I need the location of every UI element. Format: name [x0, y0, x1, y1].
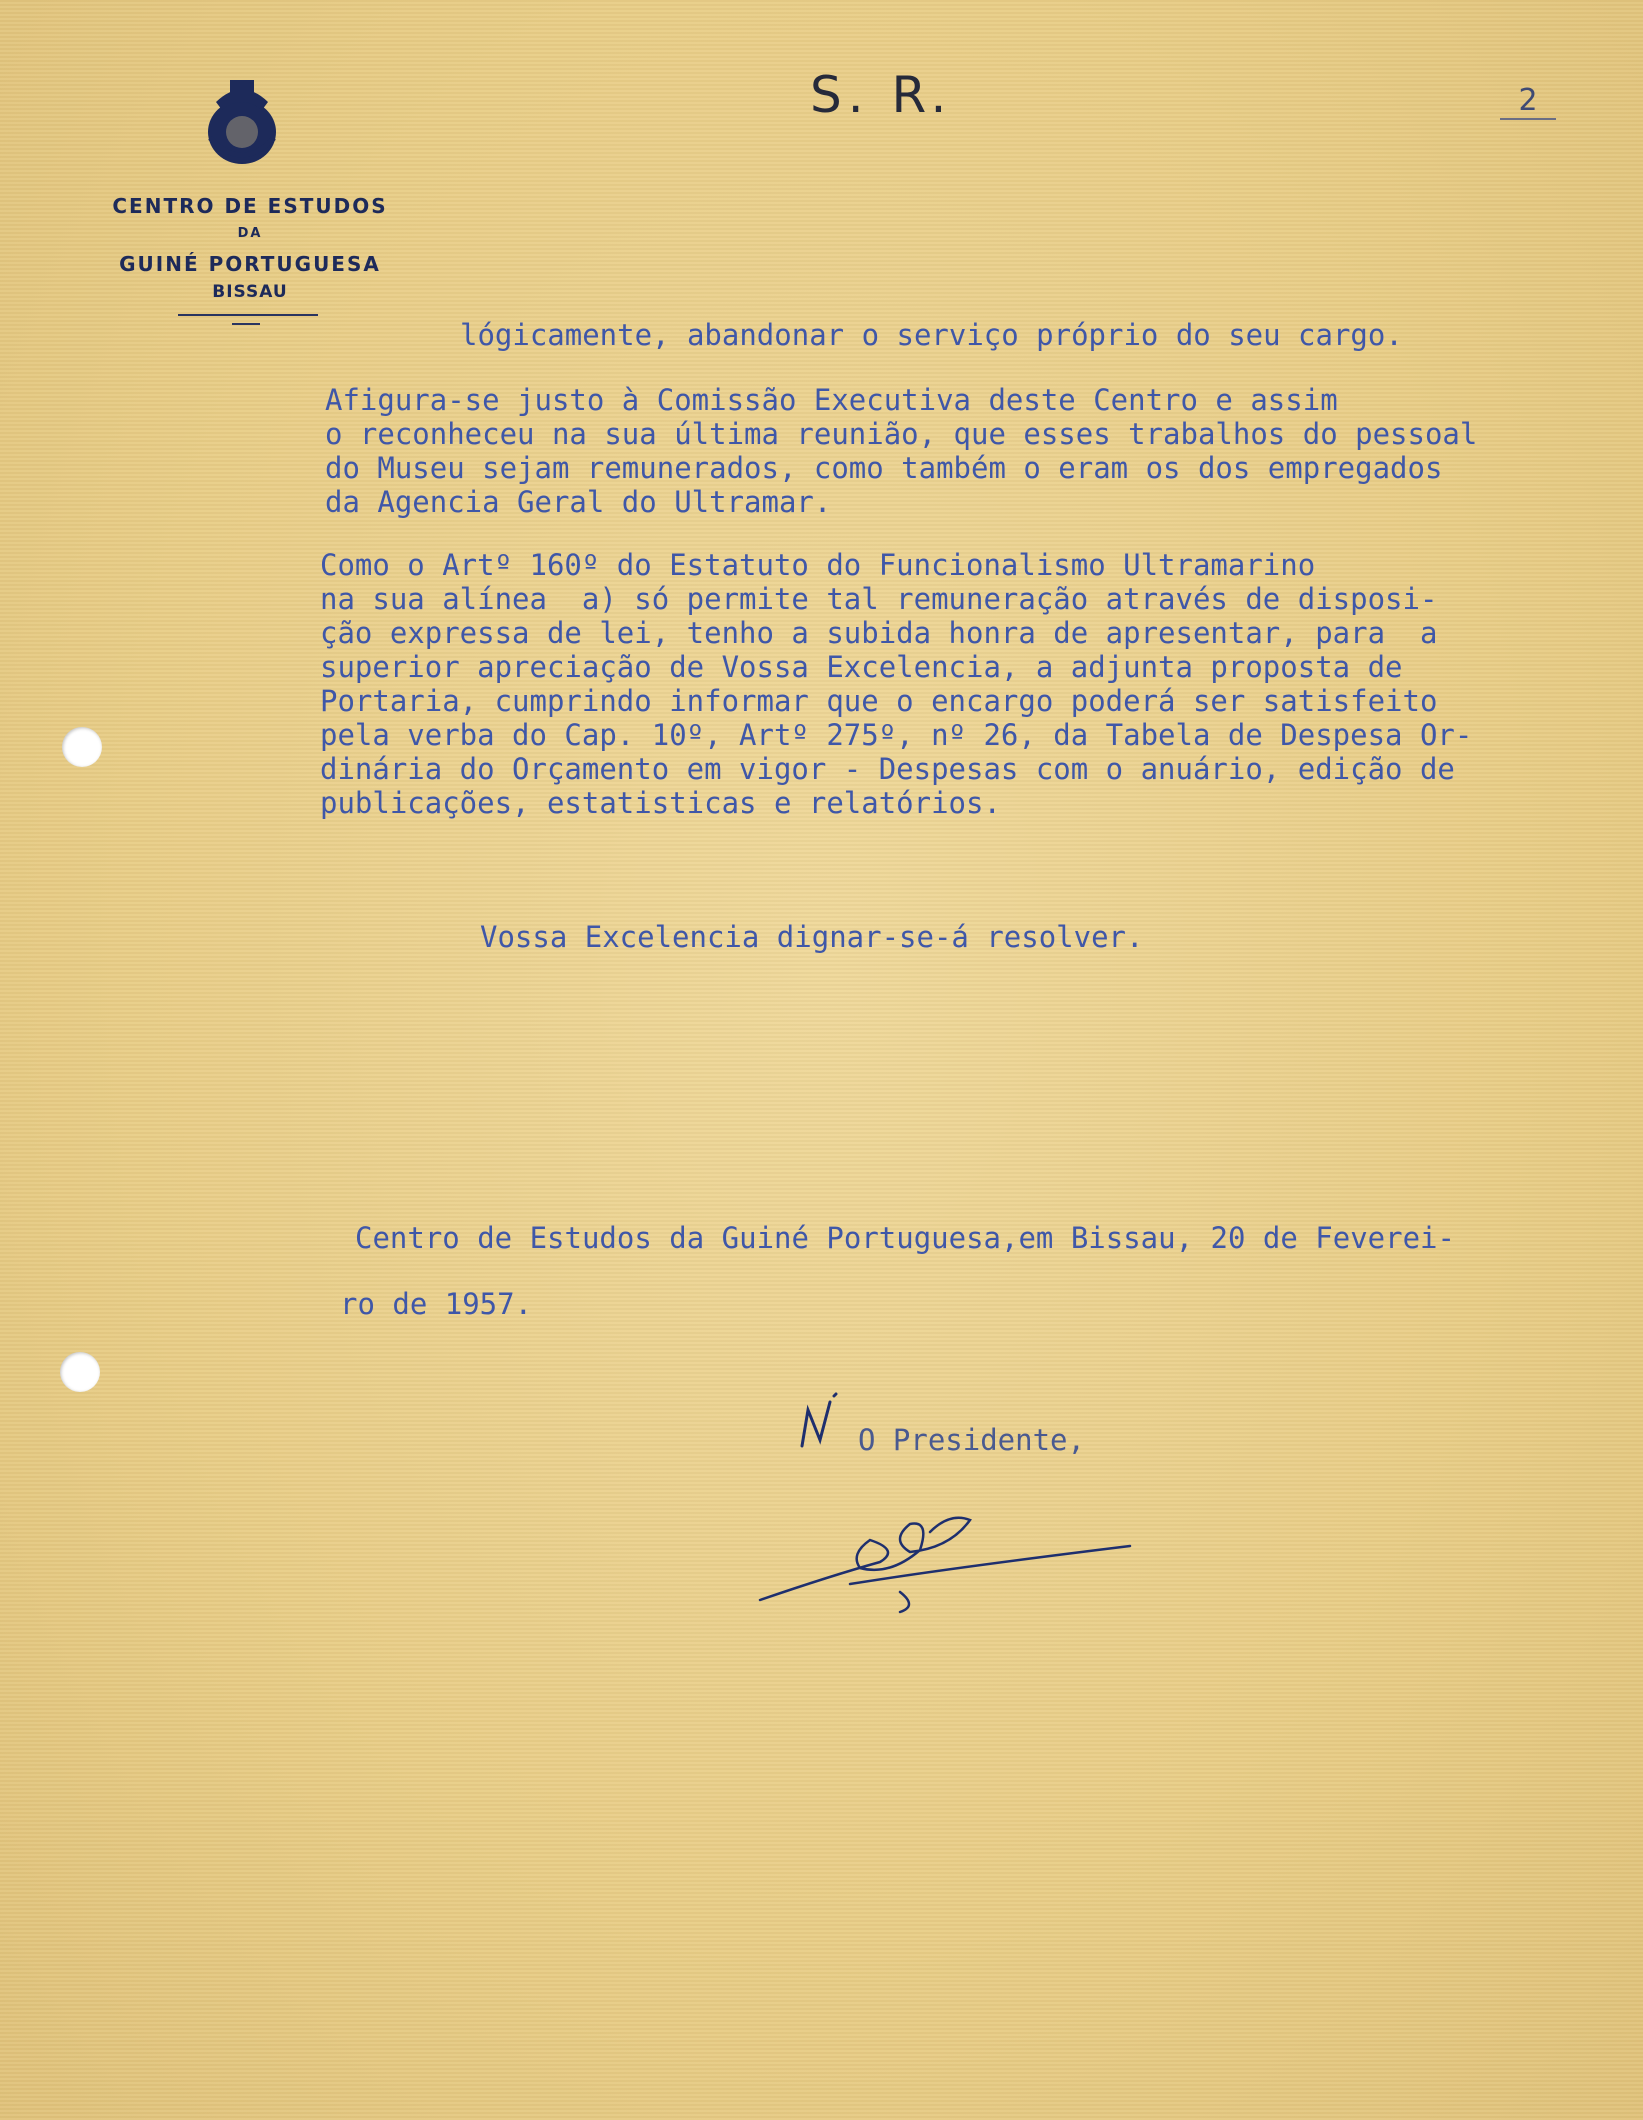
letterhead-line-1: CENTRO DE ESTUDOS [112, 194, 388, 218]
signatory-title: O Presidente, [858, 1423, 1085, 1457]
place-date-line-1: Centro de Estudos da Guiné Portuguesa,em Bissau, 20 de Feverei- [355, 1221, 1455, 1255]
closing-formula: Vossa Excelencia dignar-se-á resolver. [480, 920, 1144, 954]
handwritten-initial [790, 1388, 850, 1458]
punch-hole [62, 727, 102, 767]
body-line-1: lógicamente, abandonar o serviço próprio do seu cargo. [460, 318, 1403, 352]
letterhead-line-3: GUINÉ PORTUGUESA [119, 252, 381, 276]
body-paragraph-2: Afigura-se justo à Comissão Executiva deste Centro e assim o reconheceu na sua última reunião, que esses trabalhos do pessoal do Museu sejam remunerados, como também o eram os dos empregados da Agencia Geral do Ultramar. [325, 383, 1478, 519]
page-number: 2 [1500, 84, 1556, 120]
letterhead-city: BISSAU [212, 282, 288, 302]
document-title: S. R. [810, 66, 953, 124]
letterhead-rule-short [232, 323, 260, 325]
place-date-line-2: ro de 1957. [340, 1287, 533, 1321]
punch-hole [60, 1352, 100, 1392]
letterhead-rule [178, 314, 318, 316]
body-paragraph-3: Como o Artº 160º do Estatuto do Funcionalismo Ultramarino na sua alínea a) só permite tal remuneração através de disposi- ção expressa de lei, tenho a subida honra de apresentar, para a superior apreciação de Vossa Excelencia, a adjunta proposta de Portaria, cumprindo informar que o encargo poderá ser satisfeito pela verba do Cap. 10º, Artº 275º, nº 26, da Tabela de Despesa Or- dinária do Orçamento em vigor - Despesas com o anuário, edição de publicações, estatisticas e relatórios. [320, 548, 1473, 820]
handwritten-signature [750, 1480, 1150, 1620]
coat-of-arms-icon [196, 72, 288, 172]
letterhead-line-2: DA [237, 226, 263, 241]
